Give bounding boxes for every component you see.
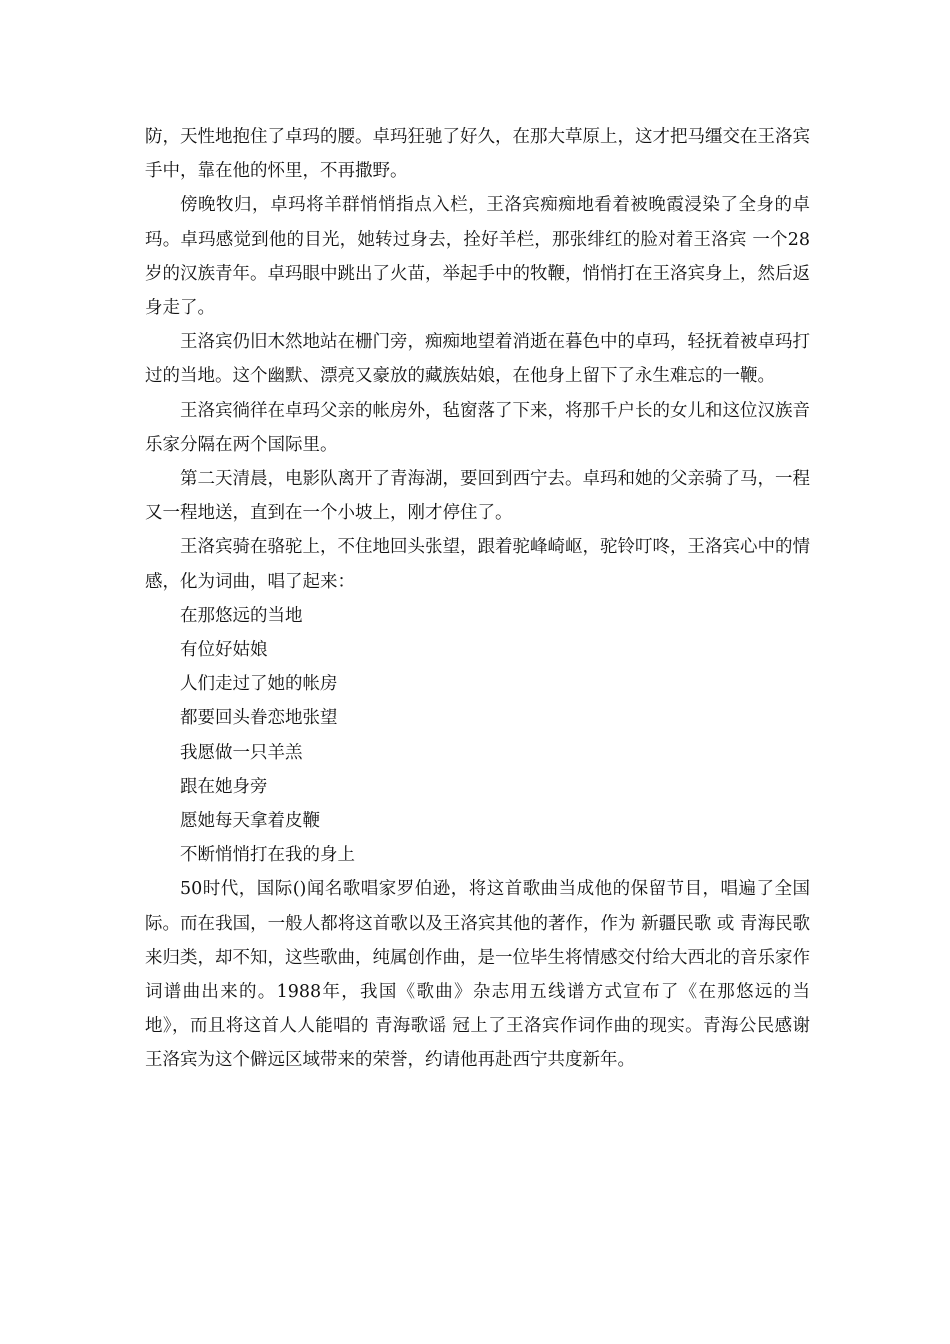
paragraph: 王洛宾仍旧木然地站在栅门旁，痴痴地望着消逝在暮色中的卓玛，轻抚着被卓玛打过的当地。这个幽默、漂亮又豪放的藏族姑娘，在他身上留下了永生难忘的一鞭。: [145, 332, 810, 387]
lyric-line: 都要回头眷恋地张望: [180, 708, 338, 729]
lyric-line: 有位好姑娘: [180, 640, 268, 661]
lyric-line: 在那悠远的当地: [180, 605, 303, 626]
lyric-line: 我愿做一只羊羔: [180, 742, 303, 763]
document-page: [145, 120, 810, 1078]
paragraph: 王洛宾骑在骆驼上，不住地回头张望，跟着驼峰崎岖，驼铃叮咚，王洛宾心中的情感，化为词曲，唱了起来：: [145, 537, 810, 592]
paragraph: 防，天性地抱住了卓玛的腰。卓玛狂驰了好久，在那大草原上，这才把马缰交在王洛宾手中，靠在他的怀里，不再撒野。: [145, 127, 810, 182]
paragraph: 50时代，国际()闻名歌唱家罗伯逊，将这首歌曲当成他的保留节目，唱遍了全国际。而在我国，一般人都将这首歌以及王洛宾其他的著作，作为 新疆民歌 或 青海民歌 来归类，却不知，这些歌曲，纯属创作曲，是一位毕生将情感交付给大西北的音乐家作词谱曲出来的。1988年，我国《歌曲》杂志用五线谱方式宣布了《在那悠远的当地》，而且将这首人人能唱的 青海歌谣 冠上了王洛宾作词作曲的现实。青海公民感谢王洛宾为这个僻远区域带来的荣誉，约请他再赴西宁共度新年。: [145, 879, 810, 1071]
lyric-line: 跟在她身旁: [180, 776, 268, 797]
lyric-line: 不断悄悄打在我的身上: [180, 845, 355, 866]
paragraph: 第二天清晨，电影队离开了青海湖，要回到西宁去。卓玛和她的父亲骑了马，一程又一程地送，直到在一个小坡上，刚才停住了。: [145, 469, 810, 524]
lyric-line: 人们走过了她的帐房: [180, 674, 338, 695]
paragraph: 王洛宾徜徉在卓玛父亲的帐房外，毡窗落了下来，将那千户长的女儿和这位汉族音乐家分隔在两个国际里。: [145, 400, 810, 455]
lyric-line: 愿她每天拿着皮鞭: [180, 811, 320, 832]
paragraph: 傍晚牧归，卓玛将羊群悄悄指点入栏，王洛宾痴痴地看着被晚霞浸染了全身的卓玛。卓玛感觉到他的目光，她转过身去，拴好羊栏，那张绯红的脸对着王洛宾 一个28岁的汉族青年。卓玛眼中跳出了火苗，举起手中的牧鞭，悄悄打在王洛宾身上，然后返身走了。: [145, 195, 810, 319]
